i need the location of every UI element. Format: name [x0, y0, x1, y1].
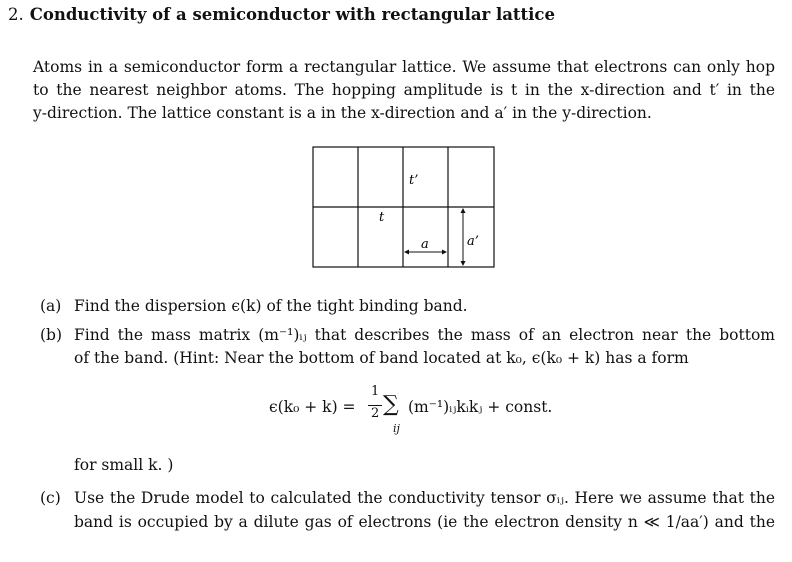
label-a: a: [421, 237, 429, 252]
label-t-prime: t’: [409, 173, 419, 188]
part-b-line-2: of the band. (Hint: Near the bottom of band located at k₀, ϵ(k₀ + k) has a form: [74, 349, 689, 367]
problem-number: 2.: [8, 5, 24, 24]
equation-frac-numerator: 1: [371, 384, 380, 399]
intro-line-3: y-direction. The lattice constant is a in the x-direction and a′ in the y-direction.: [33, 104, 652, 122]
part-c-label: (c): [40, 489, 61, 507]
equation-rhs: (m⁻¹)ᵢⱼkᵢkⱼ + const.: [408, 398, 553, 416]
part-a: [40, 295, 775, 318]
problem-intro: [33, 56, 775, 125]
intro-line-1: Atoms in a semiconductor form a rectangular lattice. We assume that electrons can only hop: [33, 58, 775, 76]
a-prime-arrow-top-head: [461, 208, 466, 213]
problem-title: [8, 5, 555, 24]
part-b-after-equation: for small k. ): [74, 456, 174, 474]
part-b-label: (b): [40, 326, 63, 344]
a-arrow-right-head: [442, 250, 447, 255]
equation-frac-denominator: 2: [371, 406, 380, 421]
equation-sum-sign: ∑: [383, 392, 399, 417]
label-t: t: [379, 210, 385, 225]
intro-line-2: to the nearest neighbor atoms. The hopping amplitude is t in the x-direction and t′ in the: [33, 81, 775, 99]
part-c-line-2: band is occupied by a dilute gas of electrons (ie the electron density n ≪ 1/aa′) and the: [74, 513, 775, 531]
part-b-line-1: Find the mass matrix (m⁻¹)ᵢⱼ that describes the mass of an electron near the bottom: [74, 326, 775, 344]
rectangular-lattice-figure: [312, 146, 496, 270]
part-a-label: (a): [40, 297, 62, 315]
part-c-line-1: Use the Drude model to calculated the conductivity tensor σᵢⱼ. Here we assume that the: [74, 489, 775, 507]
parts-list: [40, 295, 775, 376]
part-c: [40, 486, 775, 534]
equation-lhs: ϵ(k₀ + k) =: [269, 398, 356, 416]
part-b: [40, 324, 775, 370]
part-a-text: Find the dispersion ϵ(k) of the tight binding band.: [74, 297, 468, 315]
label-a-prime: a’: [467, 234, 479, 249]
a-arrow-left-head: [404, 250, 409, 255]
a-prime-arrow-bottom-head: [461, 261, 466, 266]
problem-title-text: Conductivity of a semiconductor with rectangular lattice: [29, 5, 555, 24]
equation-sum-subscript: ij: [393, 422, 400, 435]
